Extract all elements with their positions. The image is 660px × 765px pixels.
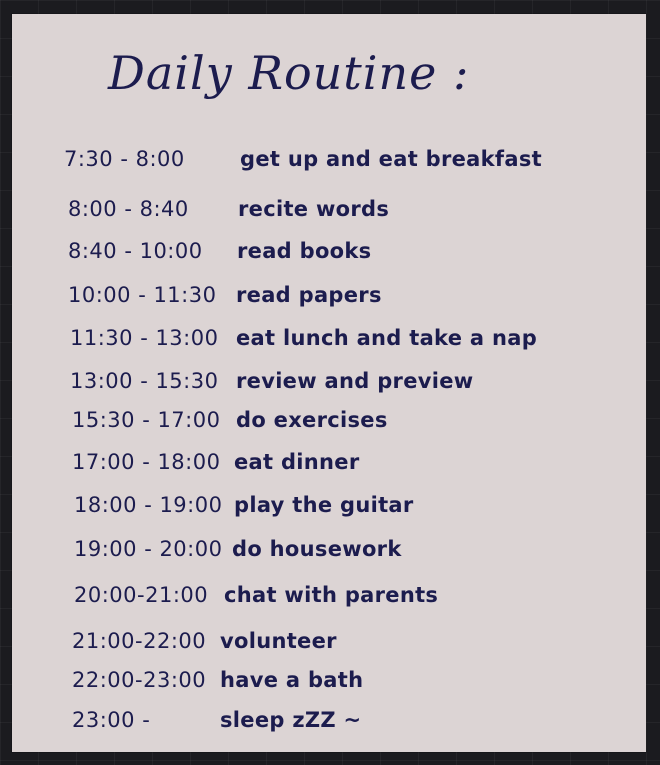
entry-task: read papers (236, 283, 382, 307)
entry-task: chat with parents (224, 583, 439, 607)
entry-task: do exercises (236, 408, 388, 432)
entry-time: 7:30 - 8:00 (64, 147, 185, 171)
entry-task: read books (237, 239, 372, 263)
page-title: Daily Routine : (108, 46, 470, 100)
entry-time: 10:00 - 11:30 (68, 283, 217, 307)
entry-task: have a bath (220, 668, 364, 692)
schedule-list (12, 14, 646, 752)
entry-task: do housework (232, 537, 402, 561)
entry-time: 15:30 - 17:00 (72, 408, 221, 432)
entry-time: 8:00 - 8:40 (68, 197, 189, 221)
entry-task: volunteer (220, 629, 337, 653)
entry-time: 17:00 - 18:00 (72, 450, 221, 474)
entry-time: 22:00-23:00 (72, 668, 207, 692)
entry-task: recite words (238, 197, 390, 221)
paper-sheet (12, 14, 646, 752)
entry-task: get up and eat breakfast (240, 147, 542, 171)
entry-time: 19:00 - 20:00 (74, 537, 223, 561)
entry-time: 8:40 - 10:00 (68, 239, 203, 263)
entry-task: sleep zZZ ~ (220, 708, 362, 732)
entry-task: eat lunch and take a nap (236, 326, 538, 350)
entry-task: eat dinner (234, 450, 360, 474)
entry-time: 23:00 - (72, 708, 151, 732)
entry-task: play the guitar (234, 493, 414, 517)
entry-time: 20:00-21:00 (74, 583, 209, 607)
entry-time: 21:00-22:00 (72, 629, 207, 653)
entry-time: 13:00 - 15:30 (70, 369, 219, 393)
entry-time: 11:30 - 13:00 (70, 326, 219, 350)
entry-time: 18:00 - 19:00 (74, 493, 223, 517)
entry-task: review and preview (236, 369, 474, 393)
